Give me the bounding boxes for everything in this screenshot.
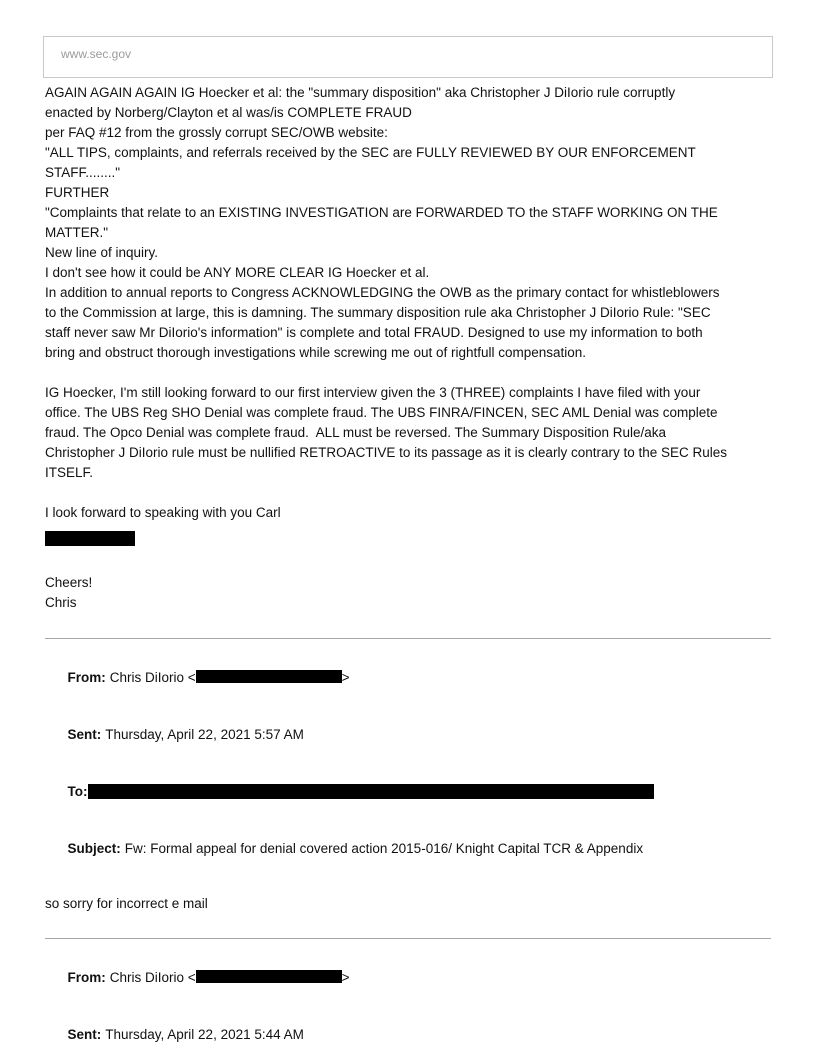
sent-value: Thursday, April 22, 2021 5:44 AM [105, 1027, 304, 1042]
text-line [45, 553, 771, 573]
to-line [45, 763, 771, 820]
sent-label: Sent: [67, 1027, 102, 1042]
email-header-2 [45, 949, 771, 1056]
from-line [45, 649, 771, 706]
from-label: From: [67, 970, 106, 985]
sent-value: Thursday, April 22, 2021 5:57 AM [105, 727, 304, 742]
from-suffix: > [341, 970, 350, 985]
message-signoff [45, 553, 771, 613]
url-text: www.sec.gov [61, 47, 132, 61]
text-line: I look forward to speaking with you Carl [45, 505, 281, 520]
email-divider [45, 938, 771, 939]
sent-line [45, 706, 771, 763]
text-line [45, 483, 771, 503]
subject-line [45, 820, 771, 877]
sent-label: Sent: [67, 727, 102, 742]
text-line: bring and obstruct thorough investigations while screwing me out of rightfull compensation. [45, 345, 587, 360]
text-line: fraud. The Opco Denial was complete fraud. ALL must be reversed. The Summary Disposition Rule/aka [45, 425, 667, 440]
message-body [45, 83, 771, 523]
text-line: I don't see how it could be ANY MORE CLEAR IG Hoecker et al. [45, 265, 430, 280]
redaction-bar-sender-email [196, 970, 342, 983]
text-line: ITSELF. [45, 465, 94, 480]
from-name: Chris DiIorio < [109, 970, 196, 985]
apology-text: so sorry for incorrect e mail [45, 896, 208, 911]
redaction-bar-sender-email [196, 670, 342, 683]
redaction-bar-recipients [88, 784, 654, 799]
text-line: Cheers! [45, 575, 93, 590]
text-line: per FAQ #12 from the grossly corrupt SEC/OWB website: [45, 125, 388, 140]
subject-label: Subject: [67, 841, 121, 856]
text-line [45, 363, 771, 383]
text-line: "Complaints that relate to an EXISTING INVESTIGATION are FORWARDED TO the STAFF WORKING ON THE [45, 205, 718, 220]
text-line: MATTER." [45, 225, 109, 240]
from-suffix: > [341, 670, 350, 685]
text-line: IG Hoecker, I'm still looking forward to our first interview given the 3 (THREE) complaints I have filed with your [45, 385, 701, 400]
subject-value: Fw: Formal appeal for denial covered action 2015-016/ Knight Capital TCR & Appendix [124, 841, 644, 856]
from-label: From: [67, 670, 106, 685]
text-line: "ALL TIPS, complaints, and referrals received by the SEC are FULLY REVIEWED BY OUR ENFORCEMENT [45, 145, 696, 160]
text-line: New line of inquiry. [45, 245, 159, 260]
text-line: office. The UBS Reg SHO Denial was complete fraud. The UBS FINRA/FINCEN, SEC AML Denial was complete [45, 405, 718, 420]
text-line: STAFF........" [45, 165, 121, 180]
from-line [45, 949, 771, 1006]
to-label: To: [67, 784, 88, 799]
text-line: to the Commission at large, this is damning. The summary disposition rule aka Christopher J DiIorio Rule: "SEC [45, 305, 711, 320]
url-field[interactable] [43, 36, 773, 78]
from-name: Chris DiIorio < [109, 670, 196, 685]
text-line: Chris [45, 595, 77, 610]
text-line: AGAIN AGAIN AGAIN IG Hoecker et al: the "summary disposition" aka Christopher J DiIorio rule corruptly [45, 85, 676, 100]
text-line: FURTHER [45, 185, 110, 200]
redacted-signature-line [45, 528, 771, 548]
text-line: In addition to annual reports to Congress ACKNOWLEDGING the OWB as the primary contact for whistleblowers [45, 285, 720, 300]
email-header-1 [45, 649, 771, 877]
text-line: Christopher J DiIorio rule must be nullified RETROACTIVE to its passage as it is clearly contrary to the SEC Rules [45, 445, 728, 460]
sent-line [45, 1006, 771, 1056]
text-line: staff never saw Mr DiIorio's information" is complete and total FRAUD. Designed to use my information to both [45, 325, 703, 340]
redaction-bar-signature [45, 531, 135, 546]
text-line: enacted by Norberg/Clayton et al was/is COMPLETE FRAUD [45, 105, 412, 120]
email-divider [45, 638, 771, 639]
